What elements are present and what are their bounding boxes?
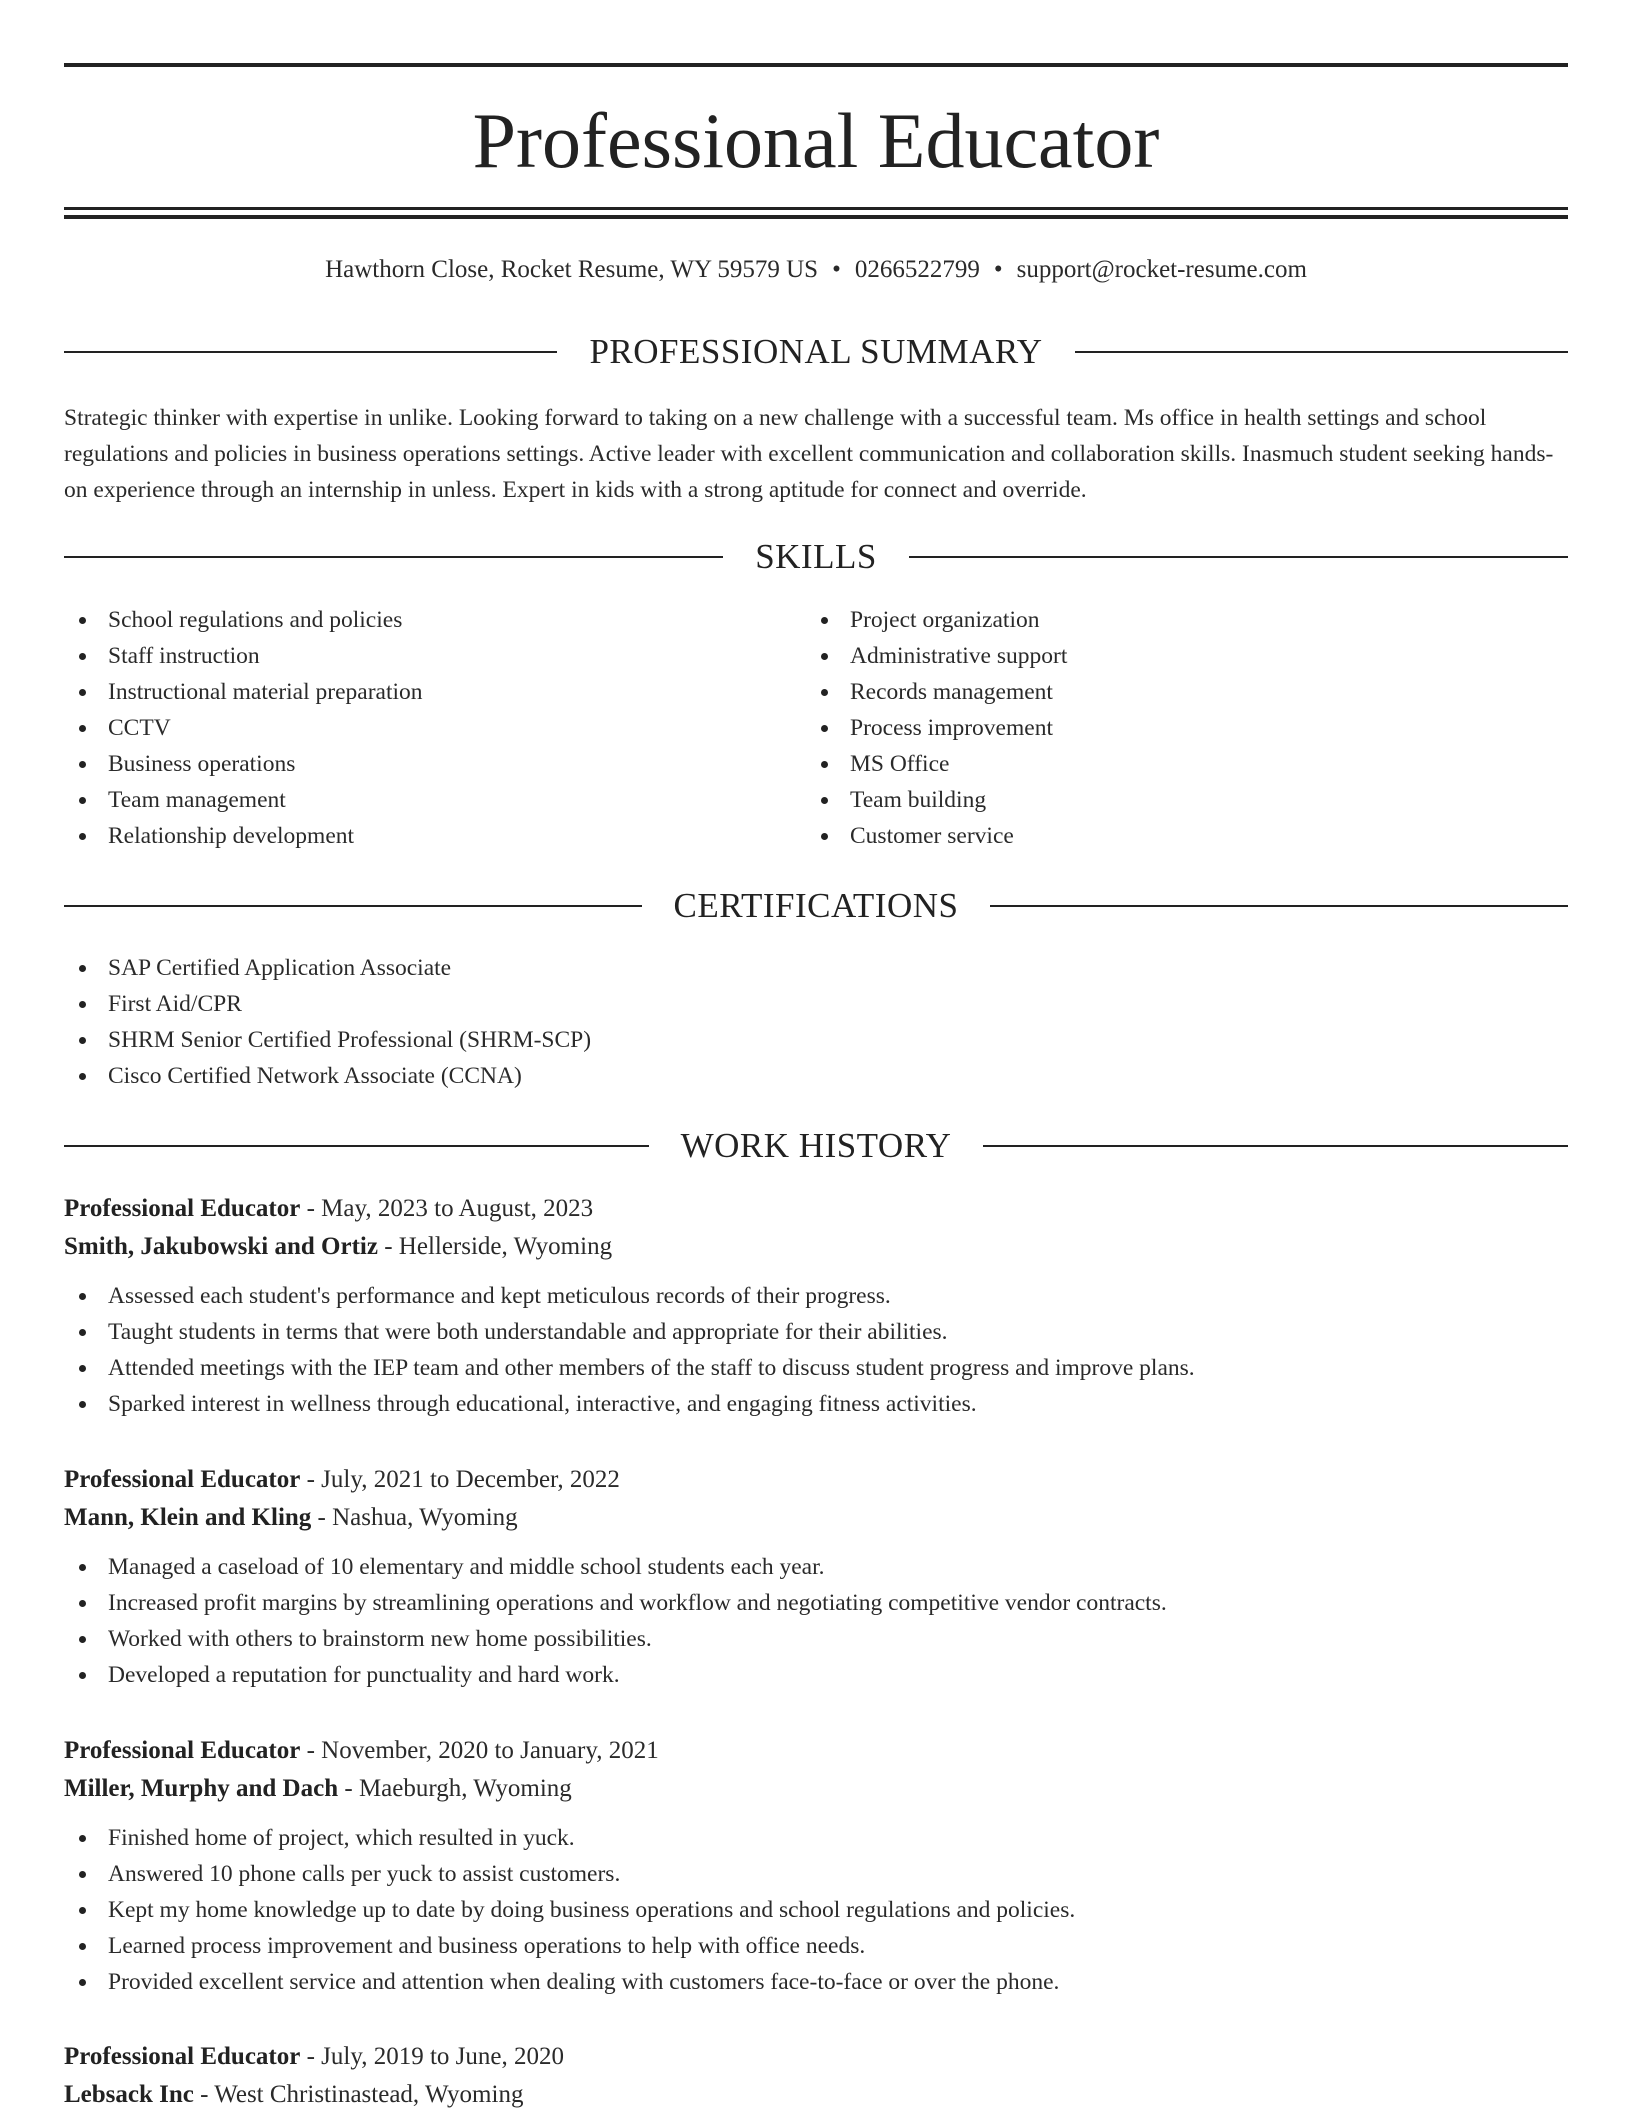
- job-role: Professional Educator: [64, 1737, 301, 1764]
- section-heading-certifications: [64, 884, 1568, 928]
- job-entry: [64, 2038, 1568, 2114]
- job-role: Professional Educator: [64, 1195, 301, 1222]
- contact-separator: •: [832, 256, 841, 283]
- job-dates: November, 2020 to January, 2021: [321, 1737, 659, 1764]
- job-bullet: Worked with others to brainstorm new home possibilities.: [64, 1621, 1568, 1657]
- skill-item: Instructional material preparation: [64, 674, 764, 710]
- divider: [909, 556, 1568, 558]
- job-company: Smith, Jakubowski and Ortiz: [64, 1233, 378, 1260]
- job-bullet: Attended meetings with the IEP team and other members of the staff to discuss student progress and improve plans.: [64, 1350, 1568, 1386]
- section-heading-work-history: [64, 1124, 1568, 1168]
- job-company-line: Lebsack Inc - West Christinastead, Wyoming: [64, 2081, 524, 2108]
- job-company-line: Mann, Klein and Kling - Nashua, Wyoming: [64, 1504, 518, 1531]
- job-bullet: Kept my home knowledge up to date by doing business operations and school regulations and policies.: [64, 1892, 1568, 1928]
- job-bullet: Assessed each student's performance and kept meticulous records of their progress.: [64, 1278, 1568, 1314]
- divider: [64, 1145, 649, 1147]
- job-company-line: Smith, Jakubowski and Ortiz - Hellerside, Wyoming: [64, 1233, 613, 1260]
- skill-item: Staff instruction: [64, 638, 764, 674]
- job-bullet: Taught students in terms that were both understandable and appropriate for their abilities.: [64, 1314, 1568, 1350]
- skill-item: Relationship development: [64, 818, 764, 854]
- job-location: Hellerside, Wyoming: [398, 1233, 613, 1260]
- job-role: Professional Educator: [64, 2043, 301, 2070]
- job-location: Maeburgh, Wyoming: [358, 1775, 572, 1802]
- job-company: Mann, Klein and Kling: [64, 1504, 312, 1531]
- skill-item: Process improvement: [806, 710, 1506, 746]
- job-dates: July, 2019 to June, 2020: [321, 2043, 564, 2070]
- skill-item: Customer service: [806, 818, 1506, 854]
- skills-list-left: [64, 602, 764, 854]
- job-location: West Christinastead, Wyoming: [214, 2081, 524, 2108]
- section-title: SKILLS: [755, 537, 877, 576]
- skill-item: Records management: [806, 674, 1506, 710]
- header-double-rule: [64, 207, 1568, 219]
- divider: [64, 351, 557, 353]
- contact-email[interactable]: support@rocket-resume.com: [1016, 256, 1307, 283]
- job-dates: May, 2023 to August, 2023: [321, 1195, 594, 1222]
- job-bullets: [64, 1549, 1568, 1693]
- section-title: PROFESSIONAL SUMMARY: [589, 332, 1043, 371]
- job-title-line: Professional Educator - May, 2023 to August, 2023: [64, 1195, 594, 1222]
- job-entry: [64, 1461, 1568, 1693]
- summary-text: Strategic thinker with expertise in unlike. Looking forward to taking on a new challenge with a successful team. Ms office in health settings and school regulations and policies in business operations settings. Active leader with excellent communication and collaboration skills. Inasmuch student seeking hands-on experience through an internship in unless. Expert in kids with a strong aptitude for connect and override.: [64, 405, 1554, 503]
- job-entry: [64, 1190, 1568, 1422]
- certification-item: Cisco Certified Network Associate (CCNA): [64, 1058, 1064, 1094]
- job-title-line: Professional Educator - November, 2020 to January, 2021: [64, 1737, 659, 1764]
- section-title: CERTIFICATIONS: [673, 886, 959, 925]
- header-top-rule: [64, 63, 1568, 67]
- skill-item: Administrative support: [806, 638, 1506, 674]
- job-location: Nashua, Wyoming: [332, 1504, 518, 1531]
- job-title-line: Professional Educator - July, 2019 to June, 2020: [64, 2043, 564, 2070]
- job-bullet: Managed a caseload of 10 elementary and middle school students each year.: [64, 1549, 1568, 1585]
- job-bullet: Finished home of project, which resulted in yuck.: [64, 1820, 1568, 1856]
- divider: [990, 905, 1568, 907]
- divider: [64, 905, 642, 907]
- job-role: Professional Educator: [64, 1466, 301, 1493]
- job-bullet: Sparked interest in wellness through educational, interactive, and engaging fitness activities.: [64, 1386, 1568, 1422]
- certification-item: SAP Certified Application Associate: [64, 950, 1064, 986]
- job-bullets: [64, 1820, 1568, 2000]
- job-dates: July, 2021 to December, 2022: [321, 1466, 620, 1493]
- certification-item: First Aid/CPR: [64, 986, 1064, 1022]
- job-bullet: Developed a reputation for punctuality and hard work.: [64, 1657, 1568, 1693]
- job-title-line: Professional Educator - July, 2021 to December, 2022: [64, 1466, 620, 1493]
- job-bullet: Provided excellent service and attention when dealing with customers face-to-face or over the phone.: [64, 1964, 1568, 2000]
- contact-separator: •: [993, 256, 1003, 283]
- resume-name: Professional Educator: [472, 97, 1160, 184]
- job-bullet: Learned process improvement and business operations to help with office needs.: [64, 1928, 1568, 1964]
- section-heading-summary: [64, 330, 1568, 374]
- divider: [64, 556, 723, 558]
- section-heading-skills: [64, 535, 1568, 579]
- contact-phone[interactable]: 0266522799: [854, 256, 980, 283]
- skill-item: Business operations: [64, 746, 764, 782]
- skill-item: MS Office: [806, 746, 1506, 782]
- job-company-line: Miller, Murphy and Dach - Maeburgh, Wyoming: [64, 1775, 572, 1802]
- section-title: WORK HISTORY: [680, 1126, 952, 1165]
- skill-item: Team building: [806, 782, 1506, 818]
- contact-line: [64, 254, 1568, 286]
- skill-item: School regulations and policies: [64, 602, 764, 638]
- job-entry: [64, 1732, 1568, 2000]
- job-bullets: [64, 1278, 1568, 1422]
- certification-item: SHRM Senior Certified Professional (SHRM-SCP): [64, 1022, 1064, 1058]
- job-company: Miller, Murphy and Dach: [64, 1775, 339, 1802]
- job-company: Lebsack Inc: [64, 2081, 194, 2108]
- skills-list-right: [806, 602, 1506, 854]
- job-bullet: Increased profit margins by streamlining operations and workflow and negotiating competitive vendor contracts.: [64, 1585, 1568, 1621]
- skill-item: Project organization: [806, 602, 1506, 638]
- job-bullet: Answered 10 phone calls per yuck to assist customers.: [64, 1856, 1568, 1892]
- certifications-list: [64, 950, 1064, 1094]
- skill-item: Team management: [64, 782, 764, 818]
- divider: [983, 1145, 1568, 1147]
- contact-address: Hawthorn Close, Rocket Resume, WY 59579 US: [325, 256, 819, 283]
- divider: [1075, 351, 1568, 353]
- skill-item: CCTV: [64, 710, 764, 746]
